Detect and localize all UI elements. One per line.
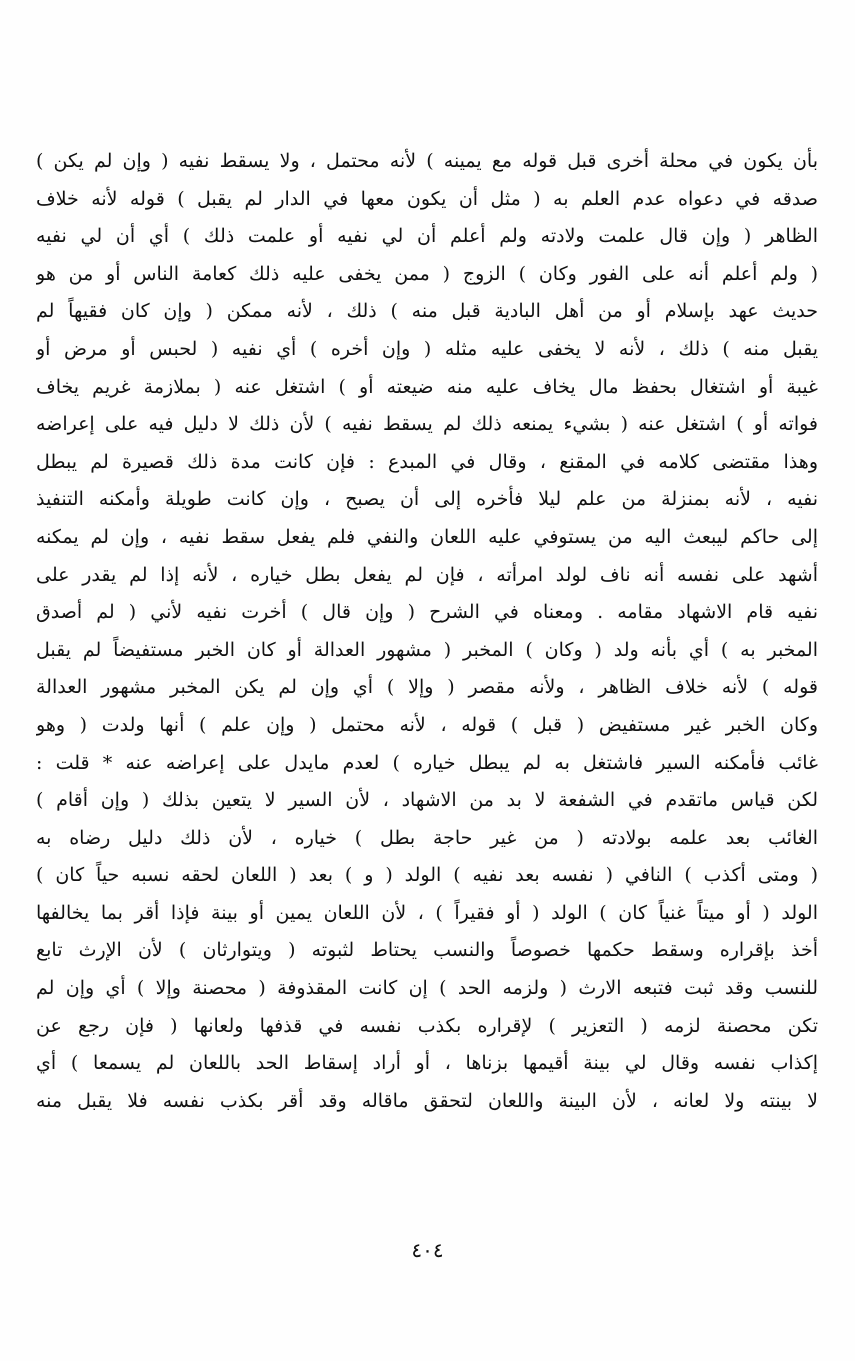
text-line: إكذاب نفسه وقال لي بينة أقيمها بزناها ، أو أراد إسقاط الحد باللعان لم يسمعا ) أي [36,1052,818,1075]
text-line: ( ولم أعلم أنه على الفور وكان ) الزوج ( ممن يخفى عليه ذلك كعامة الناس أو من هو [36,262,818,285]
text-line: للنسب وقد ثبت فتبعه الارث ( ولزمه الحد ) إن كانت المقذوفة ( محصنة وإلا ) أي وإن لم [36,977,818,1000]
text-line: غائب فأمكنه السير فاشتغل به لم يبطل خياره ) لعدم مايدل على إعراضه عنه * قلت : [36,751,818,774]
text-line: حديث عهد بإسلام أو من أهل البادية قبل منه ) ذلك ، لأنه ممكن ( وإن كان فقيهاً لم [36,300,818,323]
text-line: نفيه قام الاشهاد مقامه . ومعناه في الشرح ( وإن قال ) أخرت نفيه لأني ( لم أصدق [36,601,818,624]
text-line: الغائب بعد علمه بولادته ( من غير حاجة بطل ) خياره ، لأن ذلك دليل رضاه به [36,826,818,849]
text-line: نفيه ، لأنه بمنزلة من علم ليلا فأخره إلى أن يصبح ، وإن كانت طويلة وأمكنه التنفيذ [36,488,818,511]
text-line: غيبة أو اشتغال بحفظ مال يخاف عليه منه ضيعته أو ) اشتغل عنه ( بملازمة غريم يخاف [36,375,818,398]
text-line: وكان الخبر غير مستفيض ( قبل ) قوله ، لأنه محتمل ( وإن علم ) أنها ولدت ( وهو [36,713,818,736]
text-line: الولد ( أو ميتاً غنياً كان ) الولد ( أو فقيراً ) ، لأن اللعان يمين أو بينة فإذا أقر بما يخالفها [36,901,818,924]
text-line: المخبر به ) أي بأنه ولد ( وكان ) المخبر ( مشهور العدالة أو كان الخبر مستفيضاً لم يقبل [36,638,818,661]
text-line: أشهد على نفسه أنه ناف لولد امرأته ، فإن لم يفعل بطل خياره ، لأنه إذا لم يقدر على [36,563,818,586]
body-text [36,143,818,1120]
text-line: يقبل منه ) ذلك ، لأنه لا يخفى عليه مثله ( وإن أخره ) أي نفيه ( لحبس أو مرض أو [36,337,818,360]
text-line: ( ومتى أكذب ) النافي ( نفسه بعد نفيه ) الولد ( و ) بعد ( اللعان لحقه نسبه حياً كان ) [36,864,818,887]
text-line: تكن محصنة لزمه ( التعزير ) لإقراره بكذب نفسه في قذفها ولعانها ( فإن رجع عن [36,1014,818,1037]
text-line: إلى حاكم ليبعث اليه من يستوفي عليه اللعان والنفي فلم يفعل سقط نفيه ، وإن لم يمكنه [36,525,818,548]
text-line: فواته أو ) اشتغل عنه ( بشيء يمنعه ذلك لم يسقط نفيه ) لأن ذلك لا دليل فيه على إعراضه [36,413,818,436]
page-number: ٤٠٤ [411,1238,444,1262]
text-line: لكن قياس ماتقدم في الشفعة لا بد من الاشهاد ، لأن السير لا يتعين بذلك ( وإن أقام ) [36,789,818,812]
text-line: قوله ) لأنه خلاف الظاهر ، ولأنه مقصر ( وإلا ) أي وإن لم يكن المخبر مشهور العدالة [36,676,818,699]
text-line: لا بينته ولا لعانه ، لأن البينة واللعان لتحقق ماقاله وقد أقر بكذب نفسه فلا يقبل منه [36,1089,818,1112]
text-line: صدقه في دعواه عدم العلم به ( مثل أن يكون معها في الدار لم يقبل ) قوله لأنه خلاف [36,187,818,210]
text-line: أخذ بإقراره وسقط حكمها خصوصاً والنسب يحتاط لثبوته ( ويتوارثان ) لأن الإرث تابع [36,939,818,962]
text-line: الظاهر ( وإن قال علمت ولادته ولم أعلم أن لي نفيه أو علمت ذلك ) أي أن لي نفيه [36,225,818,248]
text-line: بأن يكون في محلة أخرى قبل قوله مع يمينه ) لأنه محتمل ، ولا يسقط نفيه ( وإن لم يكن ) [36,150,818,172]
text-line: وهذا مقتضى كلامه في المقنع ، وقال في المبدع : فإن كانت مدة ذلك قصيرة لم يبطل [36,450,818,473]
